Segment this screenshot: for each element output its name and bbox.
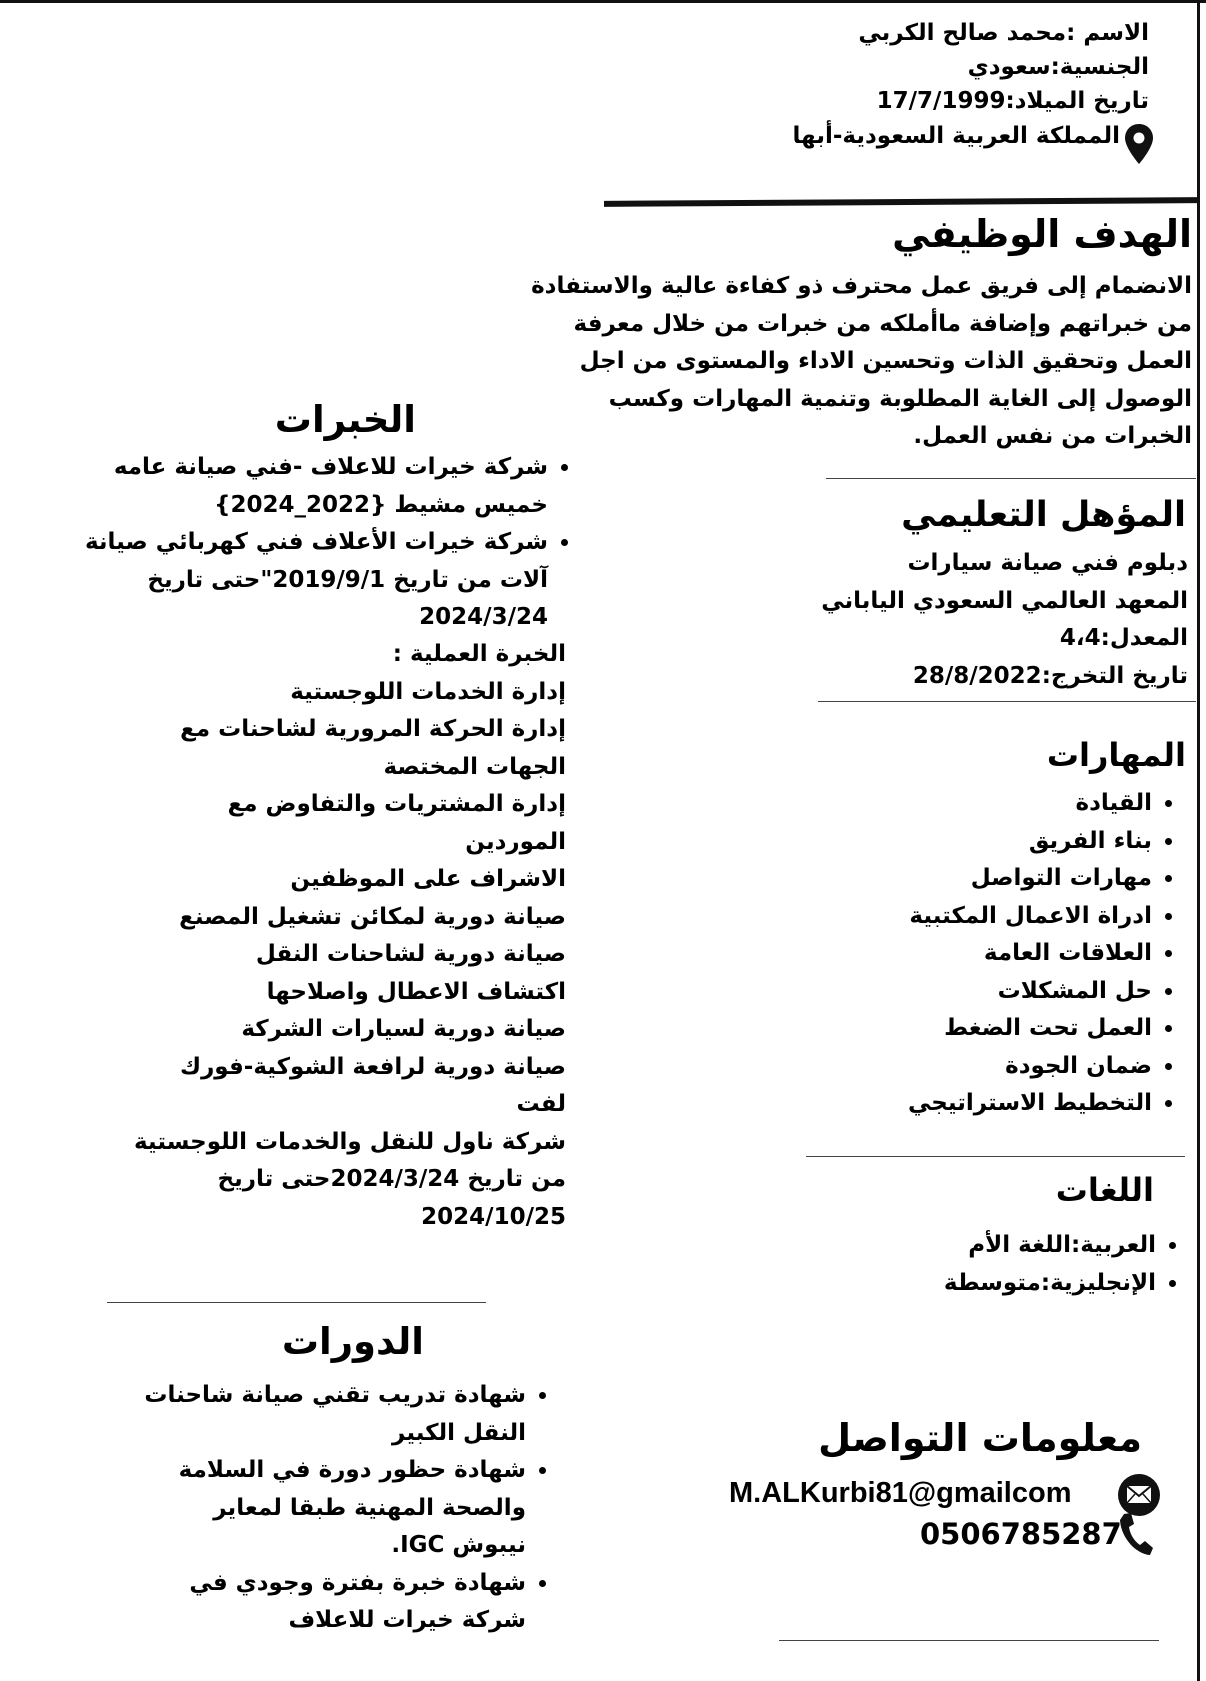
- contact-phone[interactable]: 0506785287: [920, 1517, 1122, 1551]
- skill-item: • حل المشكلات: [908, 973, 1152, 1011]
- experience-item-line: • شركة خيرات للاعلاف -فني صيانة عامه: [113, 454, 548, 480]
- experience-line: صيانة دورية لمكائن تشغيل المصنع: [179, 903, 566, 930]
- education-heading: المؤهل التعليمي: [901, 495, 1186, 535]
- experience-line: الخبرة العملية :: [392, 641, 566, 667]
- skill-item: • العمل تحت الضغط: [908, 1010, 1152, 1048]
- nationality-line: الجنسية:سعودي: [967, 54, 1149, 80]
- course-item-line: نيبوش IGC.: [391, 1532, 526, 1558]
- objective-line: الوصول إلى الغاية المطلوبة وتنمية المهارات وكسب: [608, 385, 1192, 412]
- map-pin-icon: [1122, 122, 1156, 166]
- divider-objective: [826, 478, 1196, 479]
- experience-line: الاشراف على الموظفين: [290, 866, 566, 892]
- language-item: • العربية:اللغة الأم: [944, 1227, 1156, 1265]
- divider-experience: [107, 1302, 486, 1303]
- courses-heading: الدورات: [281, 1320, 424, 1363]
- skills-list: [908, 785, 1182, 1123]
- course-item: [144, 1452, 526, 1565]
- course-item-line: • شهادة حظور دورة في السلامة: [178, 1457, 526, 1483]
- experience-line: إدارة المشتريات والتفاوض مع: [227, 791, 566, 817]
- experience-line: 2024/10/25: [421, 1203, 566, 1230]
- contact-heading: معلومات التواصل: [818, 1416, 1142, 1460]
- experience-list: [85, 449, 578, 637]
- skill-item: • العلاقات العامة: [908, 935, 1152, 973]
- objective-text: [531, 268, 1192, 456]
- divider-skills: [806, 1156, 1185, 1157]
- experience-details: [134, 636, 566, 1236]
- experience-line: إدارة الحركة المرورية لشاحنات مع: [180, 716, 566, 742]
- header-divider: [604, 197, 1198, 207]
- experience-item-line: آلات من تاريخ 2019/9/1"حتى تاريخ: [147, 566, 548, 593]
- phone-icon: [1116, 1510, 1156, 1558]
- divider-contact: [779, 1640, 1159, 1641]
- birth-date-line: تاريخ الميلاد:17/7/1999: [876, 88, 1149, 114]
- education-line: المعدل:4،4: [1059, 625, 1188, 651]
- course-item-line: • شهادة تدريب تقني صيانة شاحنات: [144, 1382, 526, 1408]
- skill-item: • القيادة: [908, 785, 1152, 823]
- experience-item: [85, 449, 548, 524]
- page-border-top: [0, 0, 1206, 3]
- courses-list: [144, 1377, 556, 1640]
- experience-line: صيانة دورية لسيارات الشركة: [241, 1016, 566, 1042]
- experience-line: الجهات المختصة: [383, 753, 566, 780]
- page-border-right: [1197, 0, 1200, 1681]
- skill-item: • بناء الفريق: [908, 823, 1152, 861]
- experience-line: من تاريخ 2024/3/24حتى تاريخ: [217, 1166, 566, 1192]
- languages-list: [944, 1227, 1186, 1302]
- languages-heading: اللغات: [1055, 1171, 1154, 1209]
- objective-heading: الهدف الوظيفي: [892, 212, 1192, 256]
- skill-item: • التخطيط الاستراتيجي: [908, 1085, 1152, 1123]
- location-line: المملكة العربية السعودية-أبها: [792, 123, 1120, 149]
- skill-item: • ضمان الجودة: [908, 1048, 1152, 1086]
- contact-email[interactable]: M.ALKurbi81@gmailcom: [729, 1477, 1072, 1509]
- experience-line: لفت: [516, 1091, 566, 1117]
- objective-line: الخبرات من نفس العمل.: [913, 423, 1192, 449]
- experience-item-line: 2024/3/24: [419, 604, 548, 630]
- skill-item: • مهارات التواصل: [908, 860, 1152, 898]
- experience-line: اكتشاف الاعطال واصلاحها: [266, 978, 566, 1005]
- experience-item: [85, 524, 548, 637]
- education-line: المعهد العالمي السعودي الياباني: [821, 587, 1188, 614]
- divider-education: [818, 701, 1196, 702]
- education-details: [821, 545, 1188, 695]
- experience-item-line: خميس مشيط {2022_2024}: [214, 491, 548, 518]
- education-line: دبلوم فني صيانة سيارات: [907, 550, 1188, 576]
- experience-line: إدارة الخدمات اللوجستية: [290, 678, 566, 705]
- education-line: تاريخ التخرج:28/8/2022: [912, 662, 1188, 689]
- course-item: [144, 1565, 526, 1640]
- course-item-line: شركة خيرات للاعلاف: [288, 1607, 526, 1633]
- objective-line: من خبراتهم وإضافة ماأملكه من خبرات من خلال معرفة: [573, 310, 1192, 337]
- course-item: [144, 1377, 526, 1452]
- skills-heading: المهارات: [1046, 736, 1186, 774]
- experience-heading: الخبرات: [274, 398, 416, 441]
- experience-line: الموردين: [465, 828, 566, 855]
- objective-line: الانضمام إلى فريق عمل محترف ذو كفاءة عالية والاستفادة: [531, 273, 1192, 299]
- experience-line: شركة ناول للنقل والخدمات اللوجستية: [133, 1128, 566, 1155]
- objective-line: العمل وتحقيق الذات وتحسين الاداء والمستوى من اجل: [579, 348, 1192, 374]
- course-item-line: النقل الكبير: [392, 1419, 526, 1446]
- experience-item-line: • شركة خيرات الأعلاف فني كهربائي صيانة: [84, 529, 548, 555]
- experience-line: صيانة دورية لرافعة الشوكية-فورك: [179, 1053, 566, 1080]
- name-line: الاسم :محمد صالح الكربي: [858, 20, 1149, 46]
- course-item-line: والصحة المهنية طبقا لمعاير: [213, 1494, 526, 1521]
- experience-line: صيانة دورية لشاحنات النقل: [255, 941, 566, 967]
- skill-item: • ادراة الاعمال المكتبية: [908, 898, 1152, 936]
- language-item: • الإنجليزية:متوسطة: [944, 1265, 1156, 1303]
- course-item-line: • شهادة خبرة بفترة وجودي في: [189, 1569, 526, 1596]
